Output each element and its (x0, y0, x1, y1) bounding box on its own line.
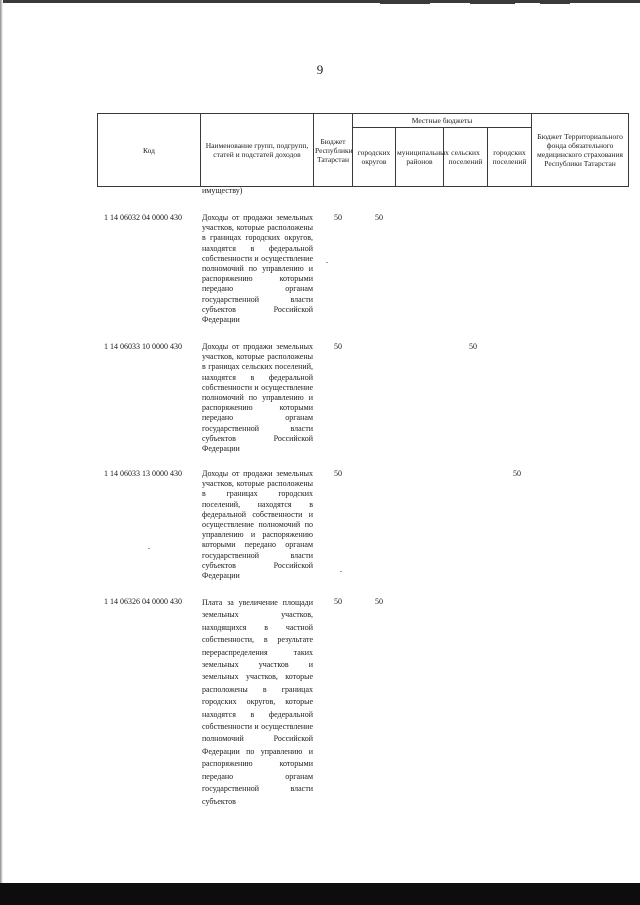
row-code: 1 14 06326 04 0000 430 (104, 597, 182, 606)
row-code: 1 14 06032 04 0000 430 (104, 213, 182, 222)
value-city-districts: 50 (375, 597, 383, 606)
carry-over-text: имуществу) (202, 186, 243, 195)
header-city-districts: городских округов (353, 128, 396, 187)
header-rural-settlements: сельских поселений (444, 128, 488, 187)
row-name: Доходы от продажи земельных участков, которые расположены в границах городских поселений, находятся в федеральной собственности и осуществление полномочий по управлению и распоряжению которыми передано органам государственной власти субъектов Российской Федерации (202, 469, 313, 581)
row-name: Плата за увеличение площади земельных участков, находящихся в частной собственности, в результате перераспределения таких земельных участков и земельных участков, которые расположены в границах городских округов, которые находятся в федеральной собственности и осуществление полномочий Российской Федерации по управлению и распоряжению которыми передано органам государственной власти субъектов (202, 598, 313, 806)
scan-top-mark (380, 0, 430, 4)
header-name: Наименование групп, подгрупп, статей и подстатей доходов (201, 114, 314, 187)
scan-speck (326, 262, 328, 263)
header-medical-fund: Бюджет Территориального фонда обязательного медицинского страхования Республики Татарстан (532, 114, 629, 187)
header-republic-budget: Бюджет Республики Татарстан (314, 114, 353, 187)
scan-speck (340, 571, 342, 572)
value-rural-settlements: 50 (469, 342, 477, 351)
row-name: Доходы от продажи земельных участков, которые расположены в границах городских округов, находятся в федеральной собственности и осуществление полномочий по управлению и распоряжению которыми передано органам государственной власти субъектов Российской Федерации (202, 213, 313, 325)
scan-top-mark (540, 0, 570, 4)
value-republic: 50 (334, 597, 342, 606)
value-city-districts: 50 (375, 213, 383, 222)
scan-top-mark (470, 0, 515, 4)
page-number: 9 (316, 62, 324, 77)
scan-speck (148, 548, 150, 549)
table-header (97, 113, 629, 187)
value-republic: 50 (334, 469, 342, 478)
row-code: 1 14 06033 13 0000 430 (104, 469, 182, 478)
scan-bottom-edge (0, 883, 640, 905)
value-republic: 50 (334, 213, 342, 222)
header-municipal-districts: муниципальных районов (396, 128, 444, 187)
scan-left-shadow (0, 0, 3, 905)
row-code: 1 14 06033 10 0000 430 (104, 342, 182, 351)
header-urban-settlements: городских поселений (488, 128, 532, 187)
header-local-budgets: Местные бюджеты (353, 114, 532, 128)
row-name: Доходы от продажи земельных участков, которые расположены в границах сельских поселений, находятся в федеральной собственности и осуществление полномочий по управлению и распоряжению которыми передано органам государственной власти субъектов Российской Федерации (202, 342, 313, 454)
header-code: Код (98, 114, 201, 187)
value-republic: 50 (334, 342, 342, 351)
value-urban-settlements: 50 (513, 469, 521, 478)
